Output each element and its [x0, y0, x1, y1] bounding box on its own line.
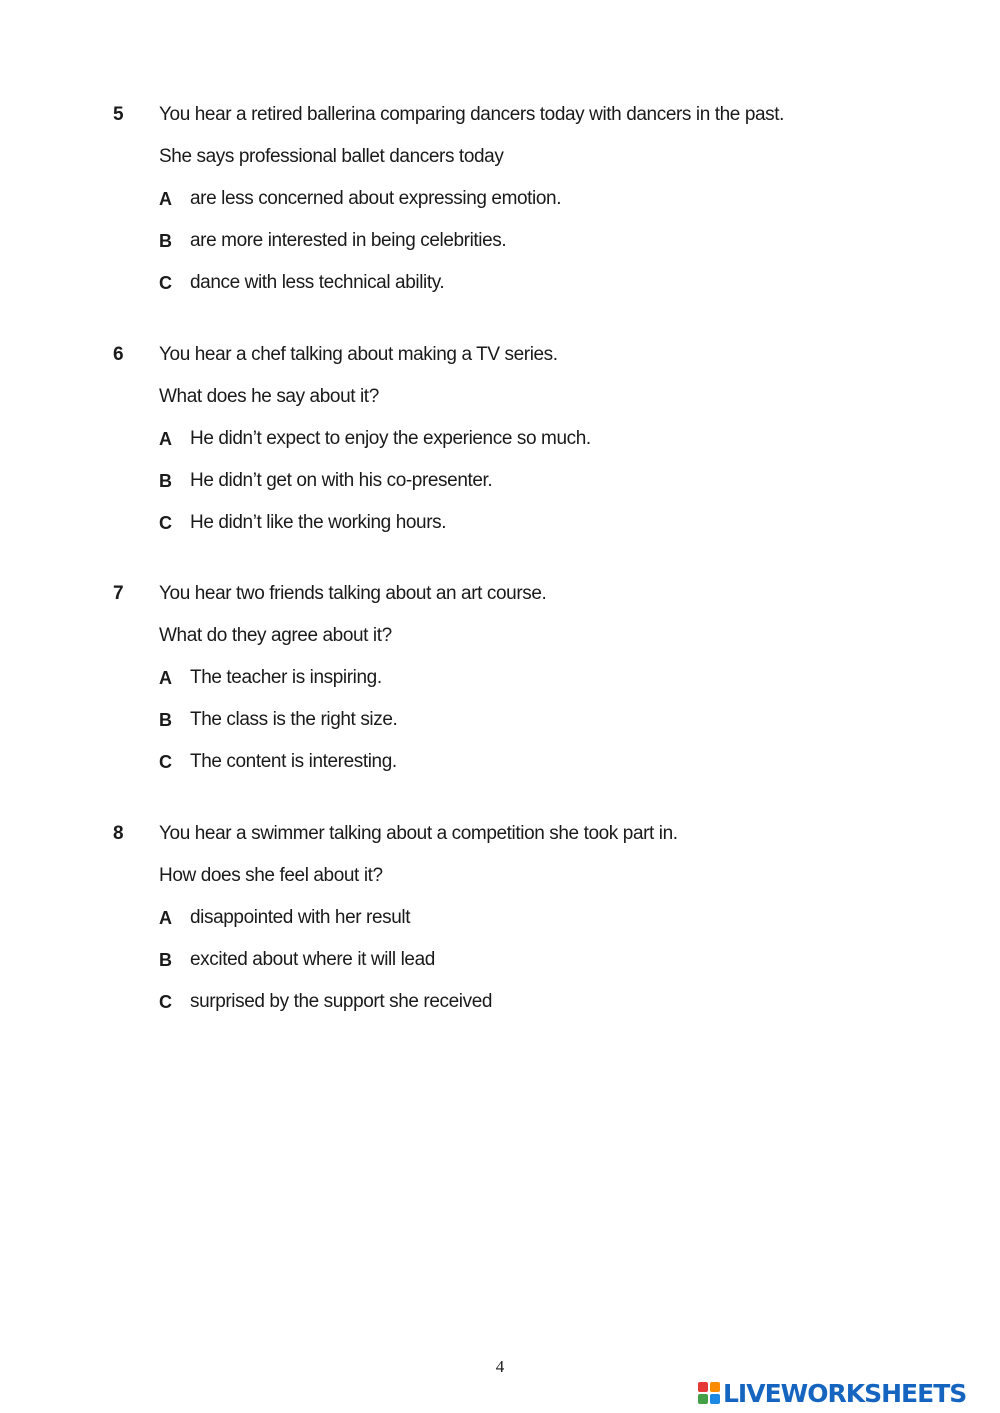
question-text: You hear a swimmer talking about a competition she took part in.: [159, 823, 678, 844]
question-number: 8: [113, 823, 124, 844]
option-text: are less concerned about expressing emotion.: [190, 188, 562, 209]
question-text: You hear two friends talking about an art course.: [159, 583, 547, 604]
option-letter: A: [159, 189, 172, 209]
liveworksheets-logo-icon: [697, 1381, 721, 1405]
question-number: 5: [113, 104, 124, 125]
option-letter: A: [159, 908, 172, 928]
question-text: You hear a retired ballerina comparing dancers today with dancers in the past.: [159, 104, 785, 125]
liveworksheets-brand[interactable]: [697, 1378, 966, 1408]
option-text: The teacher is inspiring.: [190, 667, 382, 688]
page-number: 4: [495, 1357, 505, 1376]
question-prompt: She says professional ballet dancers today: [159, 146, 504, 167]
option-letter: A: [159, 668, 172, 688]
option-text: are more interested in being celebrities.: [190, 230, 507, 251]
option-letter: B: [159, 471, 172, 491]
option-text: surprised by the support she received: [190, 991, 493, 1012]
question-number: 7: [113, 583, 124, 604]
option-text: The class is the right size.: [190, 709, 398, 730]
option-text: excited about where it will lead: [190, 949, 435, 970]
option-letter: C: [159, 752, 172, 772]
brand-name: LIVEWORKSHEETS: [723, 1378, 967, 1408]
question-number: 6: [113, 344, 124, 365]
option-text: He didn’t expect to enjoy the experience so much.: [190, 428, 591, 449]
option-letter: B: [159, 231, 172, 251]
option-letter: B: [159, 710, 172, 730]
option-letter: B: [159, 950, 172, 970]
option-letter: C: [159, 513, 172, 533]
option-letter: C: [159, 992, 172, 1012]
option-letter: A: [159, 429, 172, 449]
option-text: disappointed with her result: [190, 907, 411, 928]
option-text: The content is interesting.: [190, 751, 397, 772]
option-text: He didn’t get on with his co-presenter.: [190, 470, 493, 491]
question-text: You hear a chef talking about making a TV series.: [159, 344, 558, 365]
question-prompt: How does she feel about it?: [159, 865, 383, 886]
option-text: dance with less technical ability.: [190, 272, 445, 293]
question-prompt: What do they agree about it?: [159, 625, 392, 646]
option-letter: C: [159, 273, 172, 293]
option-text: He didn’t like the working hours.: [190, 512, 447, 533]
question-prompt: What does he say about it?: [159, 386, 379, 407]
